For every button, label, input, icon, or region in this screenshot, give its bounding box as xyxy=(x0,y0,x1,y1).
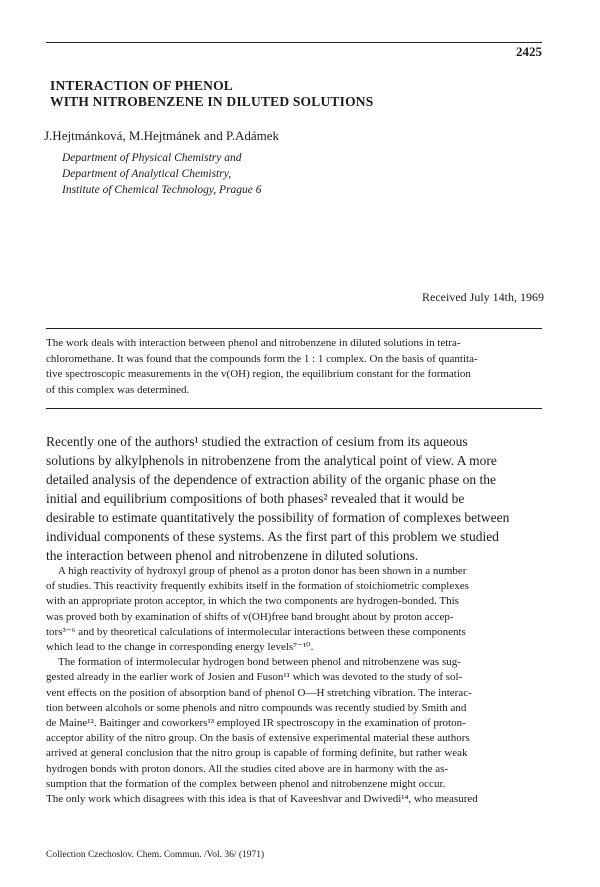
body-line: A high reactivity of hydroxyl group of phenol as a proton donor has been shown in a number xyxy=(58,565,467,577)
body-line: vent effects on the position of absorption band of phenol O—H stretching vibration. The interac- xyxy=(46,686,472,699)
intro-line: solutions by alkylphenols in nitrobenzene from the analytical point of view. A more xyxy=(46,453,497,468)
intro-paragraph xyxy=(46,432,546,565)
abstract-line: The work deals with interaction between phenol and nitrobenzene in diluted solutions in tetra- xyxy=(46,337,461,349)
received-date: Received July 14th, 1969 xyxy=(422,290,544,304)
page-number: 2425 xyxy=(516,44,542,59)
abstract-line: of this complex was determined. xyxy=(46,383,190,396)
body-line: acceptor ability of the nitro group. On the basis of extensive experimental material these authors xyxy=(46,732,470,745)
affiliation-line: Department of Analytical Chemistry, xyxy=(62,168,232,180)
body-line: sumption that the formation of the complex between phenol and nitrobenzene might occur. xyxy=(46,777,446,790)
body-line: gested already in the earlier work of Josien and Fuson¹¹ which was devoted to the study of sol- xyxy=(46,671,463,684)
body-line: arrived at general conclusion that the nitro group is capable of forming definite, but rather weak xyxy=(46,747,468,760)
body-line: was proved both by examination of shifts of v(OH)free band brought about by proton accep- xyxy=(46,610,454,623)
intro-line: detailed analysis of the dependence of extraction ability of the organic phase on the xyxy=(46,472,496,487)
body-line: tion between alcohols or some phenols and nitro compounds was recently studied by Smith and xyxy=(46,701,467,714)
journal-footer: Collection Czechoslov. Chem. Commun. /Vol. 36/ (1971) xyxy=(46,850,265,860)
body-line: with an appropriate proton acceptor, in which the two components are hydrogen-bonded. This xyxy=(46,595,459,608)
title-line: WITH NITROBENZENE IN DILUTED SOLUTIONS xyxy=(50,94,374,109)
body-text xyxy=(46,564,546,807)
top-rule xyxy=(46,42,542,43)
title-line: INTERACTION OF PHENOL xyxy=(50,78,233,93)
body-line: The formation of intermolecular hydrogen bond between phenol and nitrobenzene was sug- xyxy=(58,656,461,669)
body-line: tors³⁻⁶ and by theoretical calculations of intermolecular interactions between these components xyxy=(46,625,466,638)
body-line: de Maine¹². Baitinger and coworkers¹³ employed IR spectroscopy in the examination of proton- xyxy=(46,717,466,730)
body-line: The only work which disagrees with this idea is that of Kaveeshvar and Dwivedi¹⁴, who measured xyxy=(46,793,478,806)
affiliation-line: Institute of Chemical Technology, Prague 6 xyxy=(62,184,262,196)
abstract xyxy=(46,336,542,398)
abstract-line: chloromethane. It was found that the compounds form the 1 : 1 complex. On the basis of quantita- xyxy=(46,352,478,365)
article-title xyxy=(50,78,373,110)
affiliation-line: Department of Physical Chemistry and xyxy=(62,152,242,164)
author-list: J.Hejtmánková, M.Hejtmánek and P.Adámek xyxy=(44,128,280,143)
body-line: hydrogen bonds with proton donors. All the studies cited above are in harmony with the as- xyxy=(46,762,449,775)
intro-line: Recently one of the authors¹ studied the extraction of cesium from its aqueous xyxy=(46,434,468,449)
affiliation xyxy=(62,150,262,198)
intro-line: individual components of these systems. As the first part of this problem we studied xyxy=(46,529,499,544)
abstract-top-rule xyxy=(46,328,542,329)
intro-line: initial and equilibrium compositions of both phases² revealed that it would be xyxy=(46,491,465,506)
abstract-bottom-rule xyxy=(46,408,542,409)
intro-line: desirable to estimate quantitatively the possibility of formation of complexes between xyxy=(46,510,510,525)
abstract-line: tive spectroscopic measurements in the v(OH) region, the equilibrium constant for the formation xyxy=(46,368,471,381)
body-line: of studies. This reactivity frequently exhibits itself in the formation of stoichiometric complexes xyxy=(46,580,469,593)
body-line: which lead to the change in corresponding energy levels⁷⁻¹⁰. xyxy=(46,641,314,654)
intro-line: the interaction between phenol and nitrobenzene in diluted solutions. xyxy=(46,548,419,563)
